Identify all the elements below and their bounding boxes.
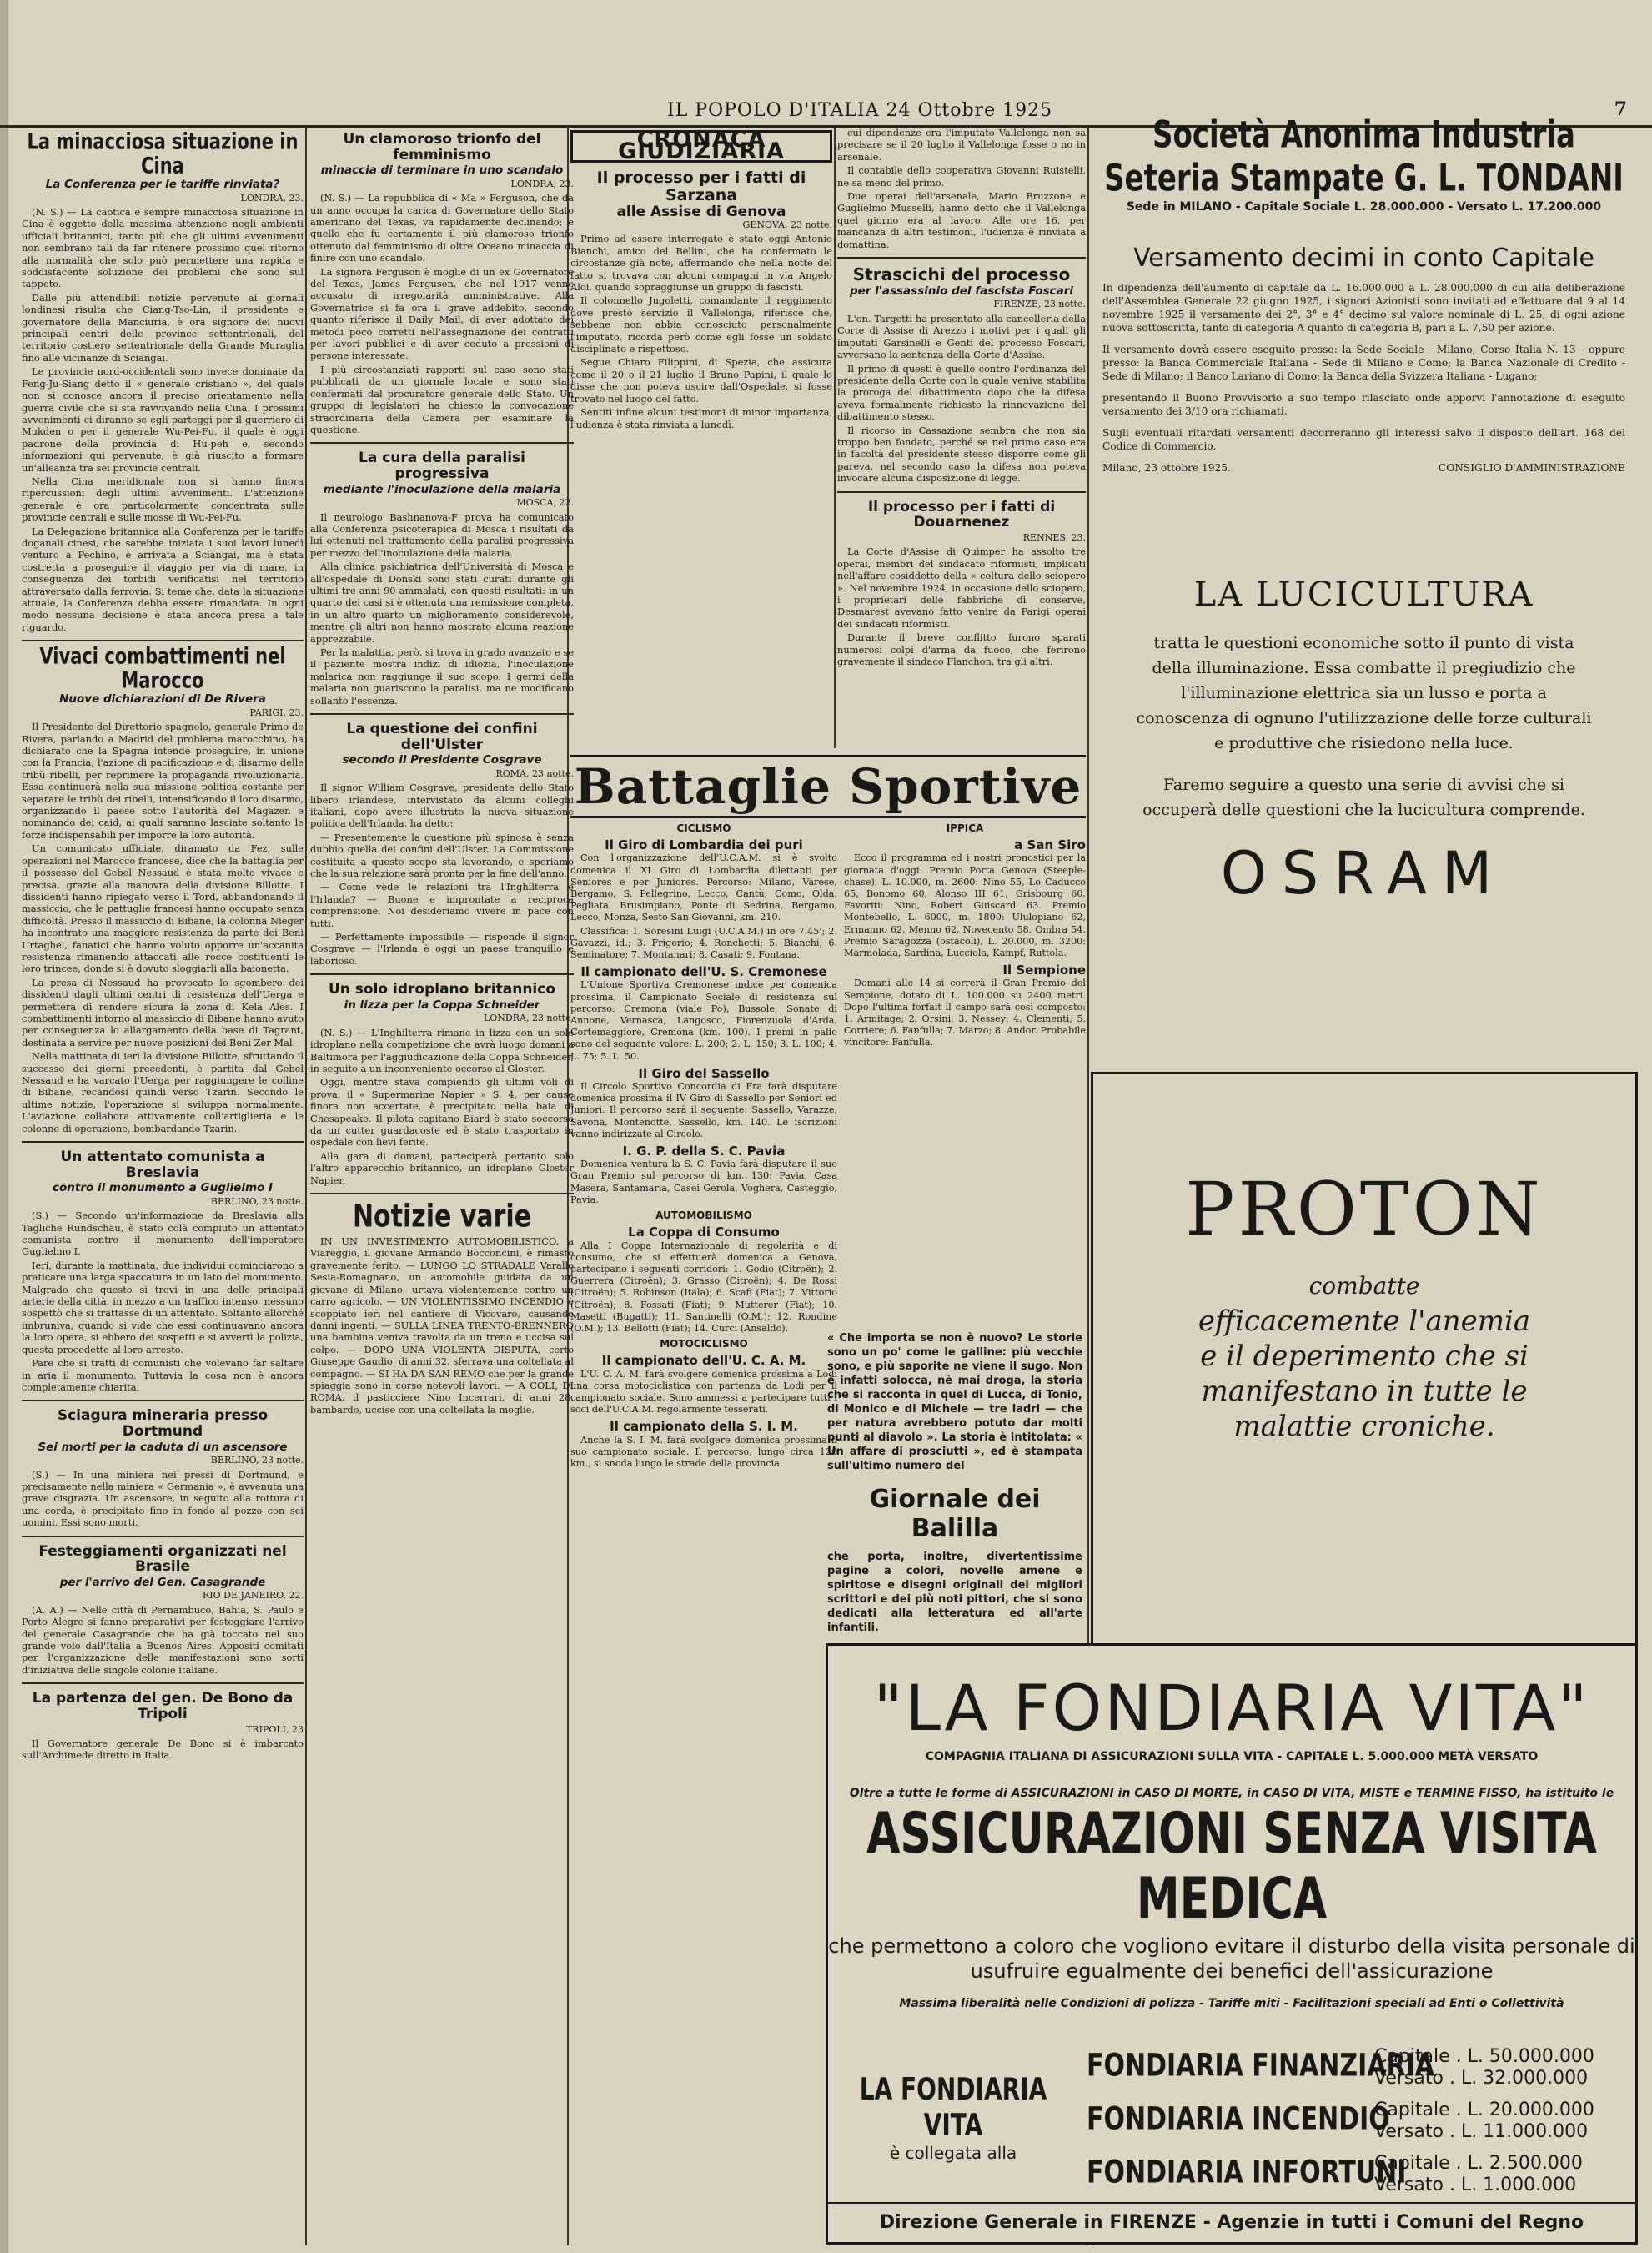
ad-seat: Sede in MILANO - Capitale Sociale L. 28.000.000 - Versato L. 17.200.000 <box>1126 200 1602 214</box>
paragraph: Con l'organizzazione dell'U.C.A.M. si è svolto domenica il XI Giro di Lombardia dilettanti per Seniores e per Juniores. Percorso: Milano, Varese, Bergamo, S. Pellegrino, Lecco, Cantù, Como, Olda, Pegliata, Brusimpiano, Ponte di Sedrina, Bergamo, Lecco, Monza, Sesto San Giovanni, km. 210. <box>570 852 837 923</box>
sport-headline: Il Giro del Sassello <box>638 1065 770 1081</box>
ad-text: tratta le questioni economiche sotto il punto di vista della illuminazione. Essa combatte il pregiudizio che l'illuminazione elettrica sia un lusso e porta a conoscenza di ognuno l'utilizzazione delle forze culturali e produttive che risiedono nella luce. <box>1136 634 1592 752</box>
ad-text: malattie croniche. <box>1233 1410 1495 1443</box>
sport-section-label: AUTOMOBILISMO <box>655 1209 752 1222</box>
paragraph: Domani alle 14 si correrà il Gran Premio del Sempione, dotato di L. 100.000 su 2400 metri. Dopo l'ultima forfait il campo sarà così composto: 1. Armitage; 2. Orsini; 3. Nessey; 4. Clementi; 5. Corriere; 6. Fanfulla; 7. Marzo; 8. Andor. Probabile vincitore: Fanfulla. <box>844 978 1086 1049</box>
paragraph: (S.) — In una miniera nei pressi di Dortmund, e precisamente nella miniera « Germania », è avvenuta una grave disgrazia. Un ascensore, in seguito alla rottura di una corda, è precipitato fino in fondo al pozzo con sei uomini. Essi sono morti. <box>22 1468 304 1529</box>
running-head-title: IL POPOLO D'ITALIA 24 Ottobre 1925 <box>667 100 1053 121</box>
page-number: 7 <box>1614 98 1627 120</box>
paragraph: La presa di Nessaud ha provocato lo sgombero dei dissidenti dagli ultimi centri di resistenza dell'Uerga e permetterà di rendere sicura la zona di Kela Ales. I combattimenti intorno al massiccio di Bibane hanno avuto per conseguenza lo allargamento della base di Tagrant, destinata a servire per nuove posizioni dei Beni Zer Mal. <box>22 976 304 1049</box>
subhead-femminismo: minaccia di terminare in uno scandalo <box>320 163 564 178</box>
subhead-sarzana: alle Assise di Genova <box>616 203 786 220</box>
ad-sign: CONSIGLIO D'AMMINISTRAZIONE <box>1438 462 1625 474</box>
ad-fondiaria <box>826 1643 1638 2245</box>
company-name: FONDIARIA INCENDIO <box>1087 2100 1390 2138</box>
ad-text: presentando il Buono Provvisorio a suo tempo rilasciato onde apporvi l'annotazione di eseguito versamento dei 3/10 ora richiamati. <box>1102 392 1625 417</box>
paragraph: La signora Ferguson è moglie di un ex Governatore del Texas, James Ferguson, che nel 1917 venne accusato di irregolarità amministrative. Alla Governatrice si fa ora il grave addebito, secondo quanto riferisce il Daily Mail, di aver adottato dei metodi poco corretti nell'assegnazione dei contratti per lavori pubblici e di aver ceduto a pressioni di persone interessate. <box>310 265 574 362</box>
paragraph: L'on. Targetti ha presentato alla cancelleria della Corte di Assise di Arezzo i motivi per i quali gli imputati Garsinelli e Genti del processo Foscari, avversano la sentenza della Corte d'Assise. <box>837 312 1086 361</box>
sport-headline: Il campionato dell'U. S. Cremonese <box>580 964 827 980</box>
column-2 <box>310 127 574 2245</box>
subhead-paralisi: mediante l'inoculazione della malaria <box>323 482 561 496</box>
ad-headline: Versamento decimi in conto Capitale <box>1133 244 1594 273</box>
headline-dortmund: Sciagura mineraria presso Dortmund <box>57 1407 269 1440</box>
divider <box>22 1141 304 1143</box>
ad-osram <box>1091 534 1637 1051</box>
ad-text: Faremo seguire a questo una serie di avvisi che si occuperà delle questioni che la lucicultura comprende. <box>1142 776 1585 819</box>
ad-text: è collegata alla <box>889 2143 1017 2163</box>
section-header-cronaca: CRONACA GIUDIZIARIA <box>570 130 832 163</box>
paragraph: Nella mattinata di ieri la divisione Billotte, sfruttando il successo dei giorni precedenti, è partita dal Gebel Nessaud e ha varcato l'Uerga per raggiungere le colline di Bibane, recandosi quindi verso Tzarin. Secondo le ultime notizie, l'operazione si sviluppa normalmente. L'aviazione collabora attivamente coll'artiglieria e le colonne di operazione, bombardando Tzarin. <box>22 1050 304 1134</box>
sport-headline: La Coppa di Consumo <box>628 1225 780 1240</box>
headline-douarnenez: Il processo per i fatti di Douarnenez <box>867 498 1056 531</box>
paragraph: Il Presidente del Direttorio spagnolo, generale Primo de Rivera, parlando a Madrid del problema marocchino, ha dichiarato che la Spagna intende proseguire, in unione con la Francia, l'azione di pacificazione e di disarmo delle tribù ribelli, per reprimere la propaganda rivoluzionaria. Essa continuerà nella sua missione politica costante per separare le tribù dei ribelli, intensificando il loro disarmo, organizzando il paese sotto l'autorità del Magazen e nominando dei caid, ai quali saranno lasciate soltanto le forze indispensabili per imporre la loro autorità. <box>22 721 304 841</box>
divider <box>310 442 574 444</box>
headline-morocco: Vivaci combattimenti nel Marocco <box>39 644 286 694</box>
paragraph: L'U. C. A. M. farà svolgere domenica prossima a Lodi una corsa motociclistica con partenza da Lodi per il campionato sociale. Sono ammessi a partecipare tutti i soci dell'U.C.A.M. regolarmente tesserati. <box>570 1368 837 1416</box>
sport-headline: Il Giro di Lombardia dei puri <box>605 837 803 853</box>
company-name: FONDIARIA FINANZIARIA <box>1087 2047 1435 2085</box>
dateline: MOSCA, 22. <box>516 497 574 509</box>
paragraph: Il contabile dello cooperativa Giovanni Ruistelli, ne sa meno del primo. <box>837 164 1086 189</box>
divider <box>837 257 1086 259</box>
paragraph: Il ricorso in Cassazione sembra che non sia troppo ben fondato, perché se nel primo caso era in facoltà del presidente stesso disporre come gli pareva, nel secondo caso la difesa non poteva invocare alcuna disposizione di legge. <box>837 424 1086 485</box>
paragraph: La Delegazione britannica alla Conferenza per le tariffe doganali cinesi, che sarebbe iniziata i suoi lavori lunedì venturo a Pechino, è arrivata a Sciangai, ma è stata costretta a proseguire il viaggio per via di mare, in conseguenza dei torbidi verificatisi nel territorio attraversato dalla ferrovia. Si teme che, data la situazione attuale, la Conferenza debba essere rimandata. In ogni modo nessuna decisione è stata ancora presa a tale riguardo. <box>22 525 304 633</box>
subhead-brasile: per l'arrivo del Gen. Casagrande <box>59 1575 266 1589</box>
company-row <box>1087 2046 1620 2100</box>
ad-text: In dipendenza dell'aumento di capitale da L. 16.000.000 a L. 28.000.000 di cui alla deliberazione dell'Assemblea Generale 22 giugno 1925, i signori Azionisti sono invitati ad effettuare dal 9 al 14 novembre 1925 il versamento dei 2°, 3° e 4° decimo sul valore nominale di L. 25, di ogni azione nuova sottoscritta, tanto di categoria A quanto di categoria B, pari a L. 7,50 per azione. <box>1102 282 1625 334</box>
osram-logo: OSRAM <box>1220 839 1508 908</box>
paragraph: (N. S.) — La caotica e sempre minacciosa situazione in Cina è oggetto della massima attenzione negli ambienti ufficiali britannici, tanto più che gli ultimi avvenimenti non sembrano tali da far ritenere prossimo quel ritorno alla normalità che solo può permettere una rapida e soddisfacente soluzione dei problemi che sono sul tappeto. <box>22 206 304 290</box>
divider <box>22 1682 304 1684</box>
ad-text: manifestano in tutte le <box>1201 1375 1528 1408</box>
paragraph: Alla gara di domani, parteciperà pertanto solo l'altro apparecchio britannico, un idroplano Gloster Napier. <box>310 1149 574 1186</box>
company-paid: Versato . L. 11.000.000 <box>1374 2121 1589 2142</box>
company-capital: Capitale . L. 20.000.000 <box>1374 2100 1594 2120</box>
column-4 <box>837 127 1086 727</box>
paragraph: Segue Chiaro Filippini, di Spezia, che assicura come il 20 o il 21 luglio il Bruno Papini, il quale lo disse che non poteva uscire dall'Ospedale, si fosse trovato nel luogo del fatto. <box>570 356 832 405</box>
ad-brand: "LA FONDIARIA VITA" <box>873 1671 1590 1745</box>
paragraph: Classifica: 1. Soresini Luigi (U.C.A.M.) in ore 7.45'; 2. Gavazzi, id.; 3. Frigerio; 4. Ronchetti; 5. Bianchi; 6. Seminatore; 7. Montanari; 8. Casati; 9. Fontana. <box>570 925 837 961</box>
paragraph: Per la malattia, però, si trova in grado avanzato e se il paziente mostra indizi di idiozia, l'inoculazione malarica non raggiunge il suo scopo. I germi della malaria non guariscono la paralisi, ma ne modificano sollanto l'essenza. <box>310 646 574 707</box>
dateline: LONDRA, 23. <box>510 178 574 189</box>
subhead-dortmund: Sei morti per la caduta di un ascensore <box>38 1440 288 1454</box>
divider <box>310 1193 574 1194</box>
company-capital: Capitale . L. 2.500.000 <box>1374 2153 1583 2174</box>
ad-text: efficacemente l'anemia <box>1198 1305 1531 1338</box>
company-name: FONDIARIA INFORTUNI <box>1087 2154 1407 2191</box>
paragraph: (A. A.) — Nelle città di Pernambuco, Bahia, S. Paulo e Porto Alegre si fanno preparativi per festeggiare l'arrivo del generale Casagrande che ha già toccato nel suo grande volo dall'Italia a Buenos Aires. Appositi comitati per l'organizzazione delle manifestazioni sono sorti d'iniziativa delle singole colonie italiane. <box>22 1603 304 1676</box>
dateline: ROMA, 23 notte. <box>495 767 574 779</box>
headline-idroplano: Un solo idroplano britannico <box>328 981 556 998</box>
ad-footer: Direzione Generale in FIRENZE - Agenzie in tutti i Comuni del Regno <box>828 2202 1635 2242</box>
ad-brand: Giornale dei Balilla <box>869 1485 1041 1543</box>
headline-notizie-varie: Notizie varie <box>352 1198 532 1235</box>
sport-section-label: IPPICA <box>946 822 984 834</box>
dateline: TRIPOLI, 23 <box>245 1723 304 1735</box>
ad-text: Sugli eventuali ritardati versamenti decorreranno gli interessi salvo il disposto dell'art. 168 del Codice di Commercio. <box>1102 427 1625 452</box>
dateline: BERLINO, 23 notte. <box>210 1455 304 1466</box>
column-rule <box>305 127 307 2245</box>
ad-subtitle: COMPAGNIA ITALIANA DI ASSICURAZIONI SULLA VITA - CAPITALE L. 5.000.000 METÀ VERSATO <box>925 1750 1539 1763</box>
paragraph: — Perfettamente impossibile — risponde il signor Cosgrave — l'Irlanda è oggi un paese tranquillo e laborioso. <box>310 931 574 967</box>
divider <box>22 640 304 641</box>
paragraph: Il Governatore generale De Bono si è imbarcato sull'Archimede diretto in Italia. <box>22 1737 304 1762</box>
ad-text: combatte <box>1308 1272 1420 1300</box>
section-header-sport: Battaglie Sportive <box>570 755 1086 818</box>
subhead-china: La Conferenza per le tariffe rinviata? <box>45 178 280 192</box>
column-1 <box>22 127 304 2245</box>
paragraph: Il signor William Cosgrave, presidente dello Stato libero irlandese, intervistato da alcuni colleghi italiani, dopo avere illustrato la nuova situazione politica dell'Irlanda, ha detto: <box>310 782 574 830</box>
company-paid: Versato . L. 1.000.000 <box>1374 2175 1577 2195</box>
paragraph: Nella Cina meridionale non si hanno finora ripercussioni degli ultimi avvenimenti. L'attenzione generale è ora particolarmente concentrata sulle provincie centrali e sulle mosse di Wu-Pei-Fu. <box>22 475 304 524</box>
ad-tondani <box>1091 108 1637 492</box>
paragraph: cui dipendenze era l'imputato Vallelonga non sa precisare se il 20 luglio il Vallelonga fosse o no in arsenale. <box>837 127 1086 163</box>
paragraph: Primo ad essere interrogato è stato oggi Antonio Bianchi, amico del Bellini, che ha confermato le circostanze già note, affermando che nella notte del fatto si trovava con alcuni compagni in via Angelo Aloi, quando sopraggiunse un gruppo di fascisti. <box>570 233 832 294</box>
subhead-idroplano: in lizza per la Coppa Schneider <box>344 998 540 1012</box>
paragraph: — Presentemente la questione più spinosa è senza dubbio quella dei confini dell'Ulster. La Commissione costituita a questo scopo sta lavorando, e speriamo che la sua relazione sarà pronta per la fine dell'anno. <box>310 831 574 880</box>
subhead-breslavia: contro il monumento a Guglielmo I <box>52 1181 274 1195</box>
paragraph: La Corte d'Assise di Quimper ha assolto tre operai, membri del sindacato riformisti, implicati nell'affare cosiddetto della « coltura dello sciopero ». Nel novembre 1924, in occasione dello sciopero, i proprietari delle fabbriche di conserve, Desmarest avevano fatto venire da Parigi operai dei sindacati riformisti. <box>837 546 1086 630</box>
sport-section-label: CICLISMO <box>676 822 731 834</box>
dateline: FIRENZE, 23 notte. <box>993 299 1086 310</box>
divider <box>310 973 574 975</box>
divider <box>837 491 1086 493</box>
paragraph: L'Unione Sportiva Cremonese indice per domenica prossima, il Campionato Sociale di resistenza sul percorso: Cremona (viale Po), Bussole, Sonate di Annone, Vernasca, Langosco, Fiorenzuola d'Arda, Cortemaggiore, Cremona (km. 100). I premi in palio sono del seguente valore: L. 200; 2. L. 150; 3. L. 100; 4. L. 75; 5. L. 50. <box>570 979 837 1062</box>
ad-text: « Che importa se non è nuovo? Le storie sono un po' come le galline: più vecchie sono, e più saporite ne viene il sugo. Non è infatti solocca, nè mai droga, la storia che si racconta in quel di Lucca, di Tonio, di Monico e di Michele — tre ladri — che per natura avrebbero potuto dar molti punti al diavolo ». La storia è intitolata: « Un affare di prosciutti », ed è stampata sull'ultimo numero del <box>827 1332 1082 1472</box>
paragraph: Il Circolo Sportivo Concordia di Fra farà disputare domenica prossima il IV Giro di Sassello per Seniori ed Juniori. Il percorso sarà il seguente: Sassello, Varazze, Savona, Montenotte, Sassello, km. 140. Le iscrizioni vanno indirizzate al Circolo. <box>570 1081 837 1139</box>
headline-femminismo: Un clamoroso trionfo del femminismo <box>343 131 541 163</box>
paragraph: Oggi, mentre stava compiendo gli ultimi voli di prova, il « Supermarine Napier » S. 4, per cause finora non accertate, è precipitato nella baia di Chesapeake. Il pilota capitano Biard è stato soccorso da un cutter guardacoste ed è stato trasportato in ospedale con lievi ferite. <box>310 1076 574 1149</box>
headline-strascichi: Strascichi del processo <box>852 264 1071 285</box>
paragraph: Dalle più attendibili notizie pervenute ai giornali londinesi risulta che Ciang-Tso-Lin, il presidente e governatore della Manciuria, è ora signore dei nuovi principali centri delle province settentrionali, del territorio costiero settentrionale della Grande Muraglia fino alle vicinanze di Sciangai. <box>22 291 304 364</box>
company-row <box>1087 2100 1620 2153</box>
dateline: RENNES, 23. <box>1022 531 1086 543</box>
sport-column-1 <box>570 819 837 2237</box>
company-paid: Versato . L. 32.000.000 <box>1374 2068 1589 2089</box>
sport-headline: Il campionato dell'U. C. A. M. <box>601 1353 806 1369</box>
paragraph: Anche la S. I. M. farà svolgere domenica prossima il suo campionato sociale. Il percorso, lungo circa 120 km., si snoda lungo le strade della provincia. <box>570 1434 837 1469</box>
ad-brand: PROTON <box>1185 1166 1544 1252</box>
page-edge <box>0 0 8 2253</box>
sport-headline: I. G. P. della S. C. Pavia <box>622 1144 786 1159</box>
ad-text: che porta, inoltre, divertentissime pagine a colori, novelle amene e spiritose e disegni originali dei migliori scrittori e dei più noti pittori, che si sono dedicati alla letteratura ed all'arte infantili. <box>827 1551 1082 1634</box>
paragraph: Il neurologo Bashnanova-F prova ha comunicato alla Conferenza psicoterapica di Mosca i risultati da lui ottenuti nel trattamento della paralisi progressiva per mezzo dell'inoculazione della malaria. <box>310 510 574 559</box>
ad-text: Il versamento dovrà essere eseguito presso: la Sede Sociale - Milano, Corso Italia N. 13 - oppure presso: la Banca Commerciale Italiana - Sede di Milano e Como; la Banca Nazionale di Credito - Sede di Milano; il Banco Lariano di Como; la Banca della Svizzera Italiana - Lugano; <box>1102 344 1625 382</box>
ad-sign-date: Milano, 23 ottobre 1925. <box>1102 462 1231 474</box>
subhead-morocco: Nuove dichiarazioni di De Rivera <box>59 692 266 707</box>
headline-sarzana: Il processo per i fatti di Sarzana <box>596 168 806 204</box>
headline-paralisi: La cura della paralisi progressiva <box>358 450 525 482</box>
ad-headline: ASSICURAZIONI SENZA VISITA MEDICA <box>866 1802 1597 1932</box>
headline-breslavia: Un attentato comunista a Breslavia <box>60 1149 265 1181</box>
company-row <box>1087 2153 1620 2206</box>
ad-text: LA FONDIARIA VITA <box>859 2071 1047 2143</box>
divider <box>22 1536 304 1537</box>
sport-headline: Il campionato della S. I. M. <box>610 1419 798 1435</box>
sport-headline: Il Sempione <box>1002 963 1086 978</box>
paragraph: Il colonnello Jugoletti, comandante il reggimento dove prestò servizio il Vallelonga, riferisce che, sebbene non abbia conosciuto personalmente l'imputato, ricorda però come egli fosse un soldato disciplinato e rispettoso. <box>570 294 832 355</box>
company-capital: Capitale . L. 50.000.000 <box>1374 2046 1594 2067</box>
sport-column-2 <box>844 819 1086 1311</box>
paragraph: Il primo di questi è quello contro l'ordinanza del presidente della Corte con la quale veniva stabilita la proroga del dibattimento dopo che la difesa aveva formalmente richiesto la rinnovazione del dibattimento stesso. <box>837 362 1086 423</box>
headline-debono: La partenza del gen. De Bono da Tripoli <box>32 1690 294 1722</box>
paragraph: — Come vede le relazioni tra l'Inghilterra e l'Irlanda? — Buone e improntate a reciproca comprensione. Noi desideriamo vivere in pace con tutti. <box>310 881 574 929</box>
paragraph: I più circostanziati rapporti sul caso sono stati pubblicati da un giornale locale e sono stati confermati dal procuratore generale dello Stato. Un gruppo di legislatori ha chiesto la convocazione straordinaria della Camera per esaminare la questione. <box>310 363 574 435</box>
ad-brand: Società Anonima Industria Seteria Stampate G. L. TONDANI <box>1104 113 1624 200</box>
headline-brasile: Festeggiamenti organizzati nel Brasile <box>38 1542 287 1576</box>
dateline: BERLINO, 23 notte. <box>210 1195 304 1207</box>
paragraph: Alla I Coppa Internazionale di regolarità e di consumo, che si effettuerà domenica a Genova, partecipano i seguenti corridori: 1. Godio (Citroën); 2. Guerrera (Citroën); 3. Grasso (Citroën); 4. De Rossi (Citroën); 5. Robinson (Itala); 6. Scafi (Fiat); 7. Vittorio (Citroën); 8. Fossati (Fiat); 9. Mutterer (Fiat); 10. Masetti (Bugatti); 11. Santinelli (O.M.); 12. Rondine (O.M.); 13. Bellotti (Fiat); 14. Curci (Ansaldo). <box>570 1240 837 1334</box>
headline-ulster: La questione dei confini dell'Ulster <box>346 721 538 753</box>
ad-text: che permettono a coloro che vogliono evitare il disturbo della visita personale di usufruire egualmente dei benefici dell'assicurazione <box>828 1934 1635 1983</box>
ad-text: e il deperimento che si <box>1200 1340 1529 1373</box>
paragraph: Pare che si tratti di comunisti che volevano far saltare in aria il monumento. Tuttavia la cosa non è ancora completamente chiarita. <box>22 1357 304 1393</box>
paragraph: Sentiti infine alcuni testimoni di minor importanza, l'udienza è stata rinviata a lunedì. <box>570 406 832 430</box>
divider <box>22 1400 304 1401</box>
ad-text: Oltre a tutte le forme di ASSICURAZIONI in CASO DI MORTE, in CASO DI VITA, MISTE e TERMINE FISSO, ha istituito le <box>849 1787 1614 1800</box>
headline-china: La minacciosa situazione in Cina <box>27 128 299 179</box>
paragraph: IN UN INVESTIMENTO AUTOMOBILISTICO, a Viareggio, il giovane Armando Bocconcini, è rimasto gravemente ferito. — LUNGO LO STRADALE Varallo Sesia-Romagnano, un automobile guidata da un giovane di Milano, urtava violentemente contro un carro agricolo. — UN VIOLENTISSIMO INCENDIO è scoppiato ieri nel cantiere di Vicovaro, causando danni ingenti. — SULLA LINEA TRENTO-BRENNERO una bambina veniva travolta da un treno e uccisa sul colpo. — DOPO UNA VIOLENTA DISPUTA, certo Giuseppe Gaudio, di anni 32, sferrava una coltellata al compagno. — SI HA DA SAN REMO che per la grande spiaggia sono in corso notevoli lavori. — A COLI, DI ROMA, il pasticciere Nino Incerrari, di anni 28, bambardo, uccise con una coltellata la moglie. <box>310 1235 574 1416</box>
ad-headline: LA LUCICULTURA <box>1193 576 1534 614</box>
paragraph: Domenica ventura la S. C. Pavia farà disputare il suo Gran Premio sul percorso di km. 130: Pavia, Casa Masera, Santamaria, Casei Gerola, Voghera, Casteggio, Pavia. <box>570 1159 837 1205</box>
dateline: RIO DE JANEIRO, 22. <box>203 1590 304 1602</box>
paragraph: Ecco il programma ed i nostri pronostici per la giornata d'oggi: Premio Porta Genova (Steeple-chase), L. 10.000, m. 2600: Nino 55, Lo Caducco 65, Bonomo 60, Alonso III 61, Grisbourg 60. Favoriti: Nino, Robert Guiscard 63. Premio Montebello, L. 6000, m. 1800: Ululopiano 62, Ermanno 62, Menno 62, Novecento 58, Ombra 54. Premio Saragozza (ostacoli), L. 20.000, m. 3200: Marmolada, Sardina, Lucciola, Kampf, Ruttola. <box>844 852 1086 959</box>
paragraph: (N. S.) — L'Inghilterra rimane in lizza con un solo idroplano nella competizione che avrà luogo domani a Baltimora per l'aggiudicazione della Coppa Schneider, in seguito a un inconveniente occorso al Gloster. <box>310 1026 574 1074</box>
paragraph: Un comunicato ufficiale, diramato da Fez, sulle operazioni nel Marocco francese, dice che la battaglia per il possesso del Gebel Nessaud è stata molto vivace e precisa, grazie alla manovra della divisione Billotte. I dissidenti hanno ripiegato verso il Tord, abbandonando il massiccio, che le pattuglie francesi hanno occupato senza difficoltà. Presso il massiccio di Bibane, la colonna Nieger ha incontrato una maggiore resistenza da parte dei Beni Urtaghel, fanatici che hanno voluto opporre un'accanita resistenza rimanendo attaccati alle rocce costituenti le loro trincee, donde si è dovuto sloggiarli alla baionetta. <box>22 842 304 975</box>
column-rule <box>834 127 836 748</box>
sport-headline: a San Siro <box>1014 837 1086 853</box>
paragraph: Le provincie nord-occidentali sono invece dominate da Feng-Ju-Siang detto il « generale cristiano », del quale non si conosce ancora il preciso orientamento nella guerra civile che si sta ravvivando nella Cina. I prossimi avvenimenti ci diranno se egli parteggi per il guerriero di Mukden o per il generale Wu-Pei-Fu, il quale è oggi padrone della provincia di Hu-peh e, secondo informazioni qui pervenute, è già riuscito a formare un'alleanza tra sei provincie centrali. <box>22 365 304 474</box>
dateline: LONDRA, 23. <box>240 192 304 204</box>
ad-text: Massima liberalità nelle Condizioni di polizza - Tariffe miti - Facilitazioni speciali ad Enti o Collettività <box>899 1997 1564 2010</box>
paragraph: Ieri, durante la mattinata, due individui cominciarono a praticare una larga spaccatura in un lato del monumento. Malgrado che questo si trovi in una delle principali arterie della città, in mezzo a un traffico intenso, nessuno sospettò che si trattasse di un attentato. Soltanto allorché imbruniva, quando si vide che essi continuavano ancora la loro opera, si ebbero dei sospetti e si avvertì la polizia, questa procedette al loro arresto. <box>22 1259 304 1355</box>
paragraph: Due operai dell'arsenale, Mario Bruzzone e Guglielmo Musselli, hanno detto che il Vallelonga quel giorno era al lavoro. Alle ore 16, per mancanza di altri testimoni, l'udienza è rinviata a domattina. <box>837 190 1086 250</box>
paragraph: Alla clinica psichiatrica dell'Università di Mosca e all'ospedale di Donski sono stati curati durante gli ultimi tre anni 90 ammalati, con questi risultati: in un quarto dei casi si è ottenuta una remissione completa, in un altro quarto un miglioramento considerevole, mentre gli altri non hanno mostrato alcuna reazione apprezzabile. <box>310 561 574 645</box>
paragraph: Durante il breve conflitto furono sparati numerosi colpi d'arma da fuoco, che ferirono gravemente il sindaco Flanchon, tra gli altri. <box>837 631 1086 667</box>
sport-section-label: MOTOCICLISMO <box>660 1338 748 1350</box>
subhead-ulster: secondo il Presidente Cosgrave <box>342 753 542 767</box>
dateline: LONDRA, 23 notte. <box>483 1013 574 1024</box>
divider <box>310 713 574 715</box>
dateline: GENOVA, 23 notte. <box>742 219 832 230</box>
subhead-strascichi: per l'assassinio del fascista Foscari <box>849 284 1074 299</box>
dateline: PARIGI, 23. <box>249 707 304 718</box>
paragraph: (S.) — Secondo un'informazione da Breslavia alla Tagliche Rundschau, è stato colà compiuto un attentato comunista contro il monumento dell'imperatore Guglielmo I. <box>22 1209 304 1258</box>
column-3 <box>570 127 832 727</box>
paragraph: (N. S.) — La repubblica di « Ma » Ferguson, che da un anno occupa la carica di Governatore dello Stato americano del Texas, va rapidamente declinando; e quello che fu certamente il più clamoroso trionfo ottenuto dal femminismo di oltre Oceano minaccia di finire con uno scandalo. <box>310 192 574 264</box>
ad-giornale-balilla <box>824 1326 1086 1635</box>
